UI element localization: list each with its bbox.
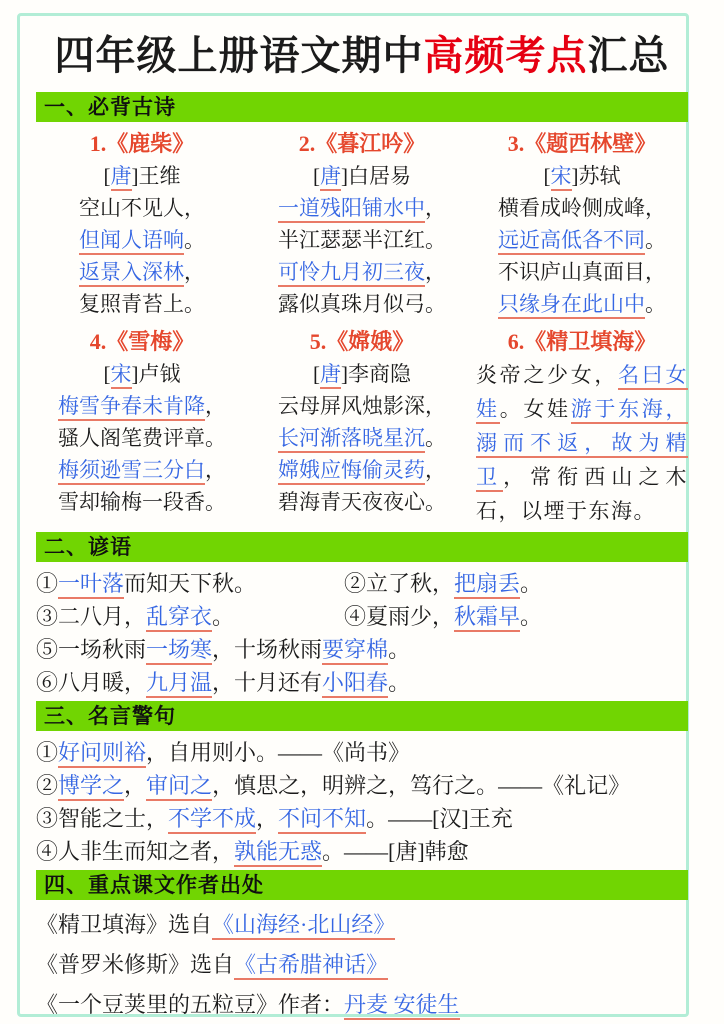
text-run: 半江瑟瑟半江红。: [278, 228, 446, 252]
text-run: ，十月还有: [212, 670, 323, 695]
text-run: ②: [36, 773, 59, 798]
highlighted-phrase: 一道残阳铺水中: [278, 196, 425, 223]
text-run: ①: [36, 740, 59, 765]
section-heading-poems: 一、必背古诗: [36, 92, 688, 122]
text-run: [: [313, 164, 320, 188]
text-run: 。——[唐]韩愈: [322, 839, 469, 864]
text-run: ]白居易: [341, 164, 411, 188]
text-run: 。: [520, 571, 543, 596]
highlighted-phrase: 要穿棉: [322, 637, 388, 665]
highlighted-phrase: 唐: [111, 164, 132, 191]
text-run: 。: [184, 228, 205, 252]
text-run: ，: [205, 458, 226, 482]
text-run: [: [103, 362, 111, 386]
text-run: ]卢钺: [131, 362, 181, 386]
text-run: [: [543, 164, 551, 188]
proverb-item-5: [36, 633, 688, 666]
poem-author: [256, 358, 468, 390]
quote-list: [36, 736, 688, 868]
text-run: ②立了秋，: [344, 571, 455, 596]
text-run: ，自用则小。——《尚书》: [146, 740, 411, 765]
poem-line: [476, 288, 688, 320]
highlighted-phrase: 乱穿衣: [146, 604, 212, 632]
highlighted-phrase: 梅雪争春未肯降: [58, 394, 205, 421]
poem-line: [36, 288, 248, 320]
poem-line: [476, 256, 688, 288]
poem-paragraph: [476, 358, 688, 528]
title-highlight: 高频考点: [423, 33, 588, 78]
text-run: ④人非生而知之者，: [36, 839, 235, 864]
highlighted-phrase: 返景入深林: [79, 260, 184, 287]
proverb-item-6: [36, 666, 688, 699]
highlighted-phrase: 游于东海，溺而不返，故为精卫: [476, 397, 688, 492]
highlighted-phrase: 《山海经·北山经》: [212, 912, 395, 940]
text-run: 《精卫填海》选自: [36, 912, 213, 937]
text-run: [: [103, 164, 111, 188]
text-run: ③智能之士，: [36, 806, 169, 831]
text-run: 。: [520, 604, 543, 629]
highlighted-phrase: 远近高低各不同: [498, 228, 645, 255]
poem-line: [36, 422, 248, 454]
poem-title: 4.《雪梅》: [89, 329, 195, 354]
poem-line: [256, 390, 468, 422]
title-text-right: 汇总: [587, 33, 670, 78]
text-run: 《一个豆荚里的五粒豆》作者：: [36, 992, 345, 1017]
text-run: ，: [124, 773, 147, 798]
highlighted-phrase: 一场寒: [146, 637, 212, 665]
highlighted-phrase: 不学不成: [168, 806, 256, 834]
text-run: ，十场秋雨: [212, 637, 323, 662]
text-run: ⑤一场秋雨: [36, 637, 147, 662]
highlighted-phrase: 丹麦 安徒生: [344, 992, 460, 1020]
highlighted-phrase: 审问之: [146, 773, 212, 801]
page-content: [36, 18, 688, 1024]
highlighted-phrase: 梅须逊雪三分白: [58, 458, 205, 485]
text-run: ，慎思之，明辨之，笃行之。——《礼记》: [212, 773, 631, 798]
quote-item-2: [36, 769, 688, 802]
highlighted-phrase: 唐: [320, 362, 341, 389]
poem-title: 1.《鹿柴》: [89, 131, 195, 156]
text-run: 炎帝之少女，: [476, 363, 619, 387]
poem-card-1: [36, 127, 248, 320]
poem-card-2: [256, 127, 468, 320]
poem-author: [36, 160, 248, 192]
text-run: ，常衔西山之木石，以堙于东海。: [476, 465, 689, 523]
poem-line: [476, 224, 688, 256]
highlighted-phrase: 唐: [320, 164, 341, 191]
text-run: 。女娃: [499, 397, 571, 421]
poem-line: [256, 256, 468, 288]
poem-title: 5.《嫦娥》: [309, 329, 415, 354]
text-run: 碧海青天夜夜心。: [278, 490, 446, 514]
poem-line: [36, 256, 248, 288]
highlighted-phrase: 宋: [111, 362, 132, 389]
highlighted-phrase: 九月温: [146, 670, 212, 698]
quote-item-1: [36, 736, 688, 769]
highlighted-phrase: 小阳春: [322, 670, 388, 698]
text-run: ]王维: [131, 164, 181, 188]
text-run: ④夏雨少，: [344, 604, 455, 629]
title-text-left: 四年级上册语文期中: [54, 33, 424, 78]
text-run: [: [313, 362, 320, 386]
highlighted-phrase: 不问不知: [278, 806, 366, 834]
proverb-list: [36, 567, 688, 699]
poem-grid: [36, 127, 688, 528]
poem-title: 2.《暮江吟》: [298, 131, 426, 156]
text-run: ，: [205, 394, 226, 418]
poem-line: [36, 454, 248, 486]
poem-author: [476, 160, 688, 192]
proverb-item-1: [36, 567, 344, 600]
source-list: [36, 905, 688, 1024]
source-item-2: [36, 945, 688, 985]
source-item-3: [36, 985, 688, 1024]
quote-item-3: [36, 802, 688, 835]
highlighted-phrase: 《古希腊神话》: [234, 952, 388, 980]
highlighted-phrase: 博学之: [58, 773, 124, 801]
section-heading-quotes: 三、名言警句: [36, 701, 688, 731]
text-run: ，: [256, 806, 279, 831]
poem-line: [36, 390, 248, 422]
highlighted-phrase: 孰能无惑: [234, 839, 322, 867]
highlighted-phrase: 好问则裕: [58, 740, 146, 768]
text-run: ⑥八月暖，: [36, 670, 147, 695]
poem-line: [256, 288, 468, 320]
text-run: ，: [425, 458, 446, 482]
poem-line: [476, 192, 688, 224]
poem-author: [36, 358, 248, 390]
proverb-item-3: [36, 600, 344, 633]
proverb-item-2: [344, 567, 688, 600]
poem-line: [36, 192, 248, 224]
text-run: ，: [425, 196, 446, 220]
text-run: 云母屏风烛影深，: [278, 394, 446, 418]
highlighted-phrase: 宋: [551, 164, 572, 191]
quote-item-4: [36, 835, 688, 868]
text-run: 而知天下秋。: [124, 571, 257, 596]
poem-line: [36, 224, 248, 256]
highlighted-phrase: 但闻人语响: [79, 228, 184, 255]
poem-line: [256, 486, 468, 518]
text-run: 。: [212, 604, 235, 629]
highlighted-phrase: 一叶落: [58, 571, 124, 599]
text-run: 不识庐山真面目，: [498, 260, 666, 284]
text-run: 。: [425, 426, 446, 450]
text-run: 复照青苔上。: [79, 292, 205, 316]
poem-card-3: [476, 127, 688, 320]
source-item-1: [36, 905, 688, 945]
poem-line: [256, 224, 468, 256]
highlighted-phrase: 秋霜早: [454, 604, 520, 632]
poem-line: [256, 422, 468, 454]
text-run: 。——[汉]王充: [366, 806, 513, 831]
poem-title: 3.《题西林壁》: [507, 131, 657, 156]
poem-line: [36, 486, 248, 518]
poem-author: [256, 160, 468, 192]
text-run: ]苏轼: [571, 164, 621, 188]
text-run: 横看成岭侧成峰，: [498, 196, 666, 220]
highlighted-phrase: 长河渐落晓星沉: [278, 426, 425, 453]
highlighted-phrase: 只缘身在此山中: [498, 292, 645, 319]
text-run: 。: [388, 670, 411, 695]
poem-line: [256, 454, 468, 486]
poem-card-4: [36, 325, 248, 528]
poem-card-5: [256, 325, 468, 528]
highlighted-phrase: 把扇丢: [454, 571, 520, 599]
section-heading-proverbs: 二、谚语: [36, 532, 688, 562]
poem-title: 6.《精卫填海》: [507, 329, 657, 354]
poem-card-6: [476, 325, 688, 528]
text-run: 骚人阁笔费评章。: [58, 426, 226, 450]
highlighted-phrase: 嫦娥应悔偷灵药: [278, 458, 425, 485]
proverb-item-4: [344, 600, 688, 633]
text-run: 。: [645, 292, 666, 316]
text-run: ①: [36, 571, 59, 596]
highlighted-phrase: 名曰女娃: [476, 363, 688, 424]
text-run: ③二八月，: [36, 604, 147, 629]
highlighted-phrase: 可怜九月初三夜: [278, 260, 425, 287]
text-run: 《普罗米修斯》选自: [36, 952, 235, 977]
page-title: [36, 30, 688, 82]
section-heading-sources: 四、重点课文作者出处: [36, 870, 688, 900]
text-run: ]李商隐: [341, 362, 411, 386]
text-run: 。: [388, 637, 411, 662]
poem-line: [256, 192, 468, 224]
text-run: 雪却输梅一段香。: [58, 490, 226, 514]
text-run: 。: [645, 228, 666, 252]
text-run: 空山不见人，: [79, 196, 205, 220]
text-run: ，: [184, 260, 205, 284]
text-run: 露似真珠月似弓。: [278, 292, 446, 316]
text-run: ，: [425, 260, 446, 284]
